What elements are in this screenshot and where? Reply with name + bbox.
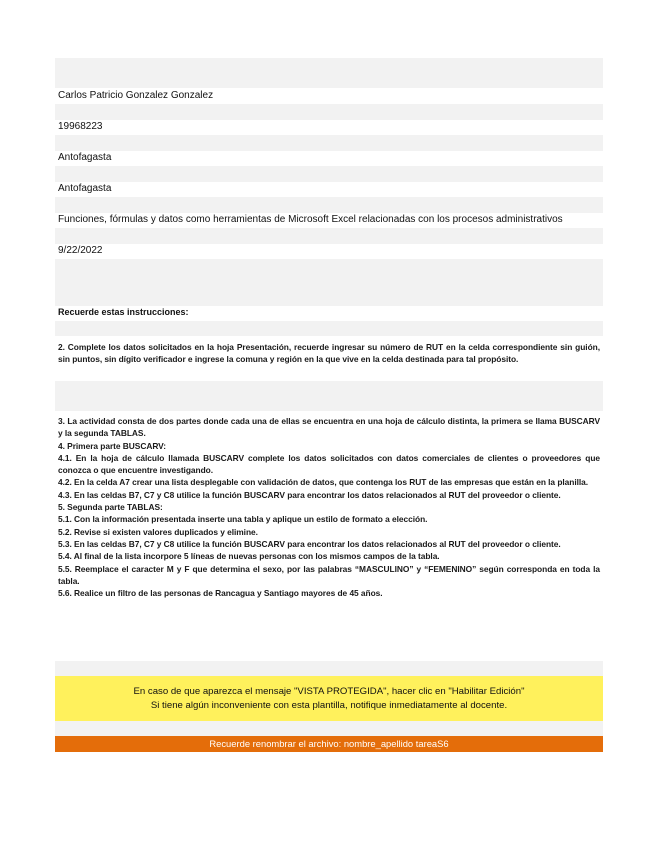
instruction-line: 5.4. Al final de la lista incorpore 5 líneas de nuevas personas con los mismos campos de la tabla. [58, 551, 440, 562]
presentation-sheet [55, 58, 603, 752]
student-comuna: Antofagasta [58, 152, 112, 163]
instruction-step-2-cell [55, 336, 603, 381]
blank-row [55, 381, 603, 411]
instruction-line: 5.1. Con la información presentada inserte una tabla y aplique un estilo de formato a elección. [58, 514, 428, 525]
instruction-step-2: 2. Complete los datos solicitados en la hoja Presentación, recuerde ingresar su número de RUT en la celda correspondiente sin guión, sin puntos, sin dígito verificador e ingrese la comuna y región en la que vive en la celda destinada para tal propósito. [58, 342, 600, 365]
instructions-heading: Recuerde estas instrucciones: [58, 307, 189, 317]
blank-row [55, 166, 603, 182]
instruction-line: 4.2. En la celda A7 crear una lista desplegable con validación de datos, que contenga los RUT de las empresas que están en la planilla. [58, 477, 589, 488]
blank-row [55, 321, 603, 336]
notice-line-1: En caso de que aparezca el mensaje "VISTA PROTEGIDA", hacer clic en "Habilitar Edición" [133, 685, 525, 697]
blank-row [55, 259, 603, 306]
blank-row [55, 135, 603, 151]
region-cell[interactable] [55, 182, 603, 197]
date-cell[interactable] [55, 244, 603, 259]
submission-date: 9/22/2022 [58, 245, 103, 256]
instruction-line: 5.2. Revise si existen valores duplicados y elimine. [58, 526, 258, 537]
instructions-heading-cell [55, 306, 603, 321]
notice-line-2: Si tiene algún inconveniente con esta plantilla, notifique inmediatamente al docente. [150, 699, 508, 711]
subject-title: Funciones, fórmulas y datos como herramientas de Microsoft Excel relacionadas con los procesos administrativos [58, 214, 563, 225]
student-name-cell[interactable] [55, 88, 603, 104]
rename-reminder-bar [55, 736, 603, 752]
instruction-line: 5.3. En las celdas B7, C7 y C8 utilice la función BUSCARV para encontrar los datos relacionados al RUT del proveedor o cliente. [58, 538, 561, 549]
blank-row [55, 228, 603, 244]
student-region: Antofagasta [58, 183, 112, 194]
instruction-line: 5.6. Realice un filtro de las personas de Rancagua y Santiago mayores de 45 años. [58, 588, 383, 599]
instruction-line: 3. La actividad consta de dos partes donde cada una de ellas se encuentra en una hoja de cálculo distinta, la primera se llama BUSCARV y la segunda TABLAS. [58, 416, 600, 439]
subject-cell[interactable] [55, 213, 603, 228]
instruction-line: 4.3. En las celdas B7, C7 y C8 utilice la función BUSCARV para encontrar los datos relacionados al RUT del proveedor o cliente. [58, 489, 561, 500]
blank-row [55, 661, 603, 676]
blank-row [55, 104, 603, 120]
instruction-line: 5. Segunda parte TABLAS: [58, 502, 163, 513]
blank-row [55, 197, 603, 213]
instruction-line: 4.1. En la hoja de cálculo llamada BUSCARV complete los datos solicitados con datos comerciales de clientes o proveedores que conozca o que encuentre investigando. [58, 452, 600, 476]
instruction-line: 4. Primera parte BUSCARV: [58, 440, 166, 451]
comuna-cell[interactable] [55, 151, 603, 166]
rut-cell[interactable] [55, 120, 603, 135]
instruction-line: 5.5. Reemplace el caracter M y F que determina el sexo, por las palabras “MASCULINO” y “FEMENINO” según corresponda en toda la tabla. [58, 563, 600, 586]
student-rut: 19968223 [58, 121, 103, 132]
rename-reminder: Recuerde renombrar el archivo: nombre_apellido tareaS6 [209, 738, 449, 749]
blank-row [55, 58, 603, 88]
student-name: Carlos Patricio Gonzalez Gonzalez [58, 90, 214, 101]
blank-row [55, 721, 603, 736]
instruction-list [55, 411, 603, 661]
protected-view-notice [55, 676, 603, 721]
